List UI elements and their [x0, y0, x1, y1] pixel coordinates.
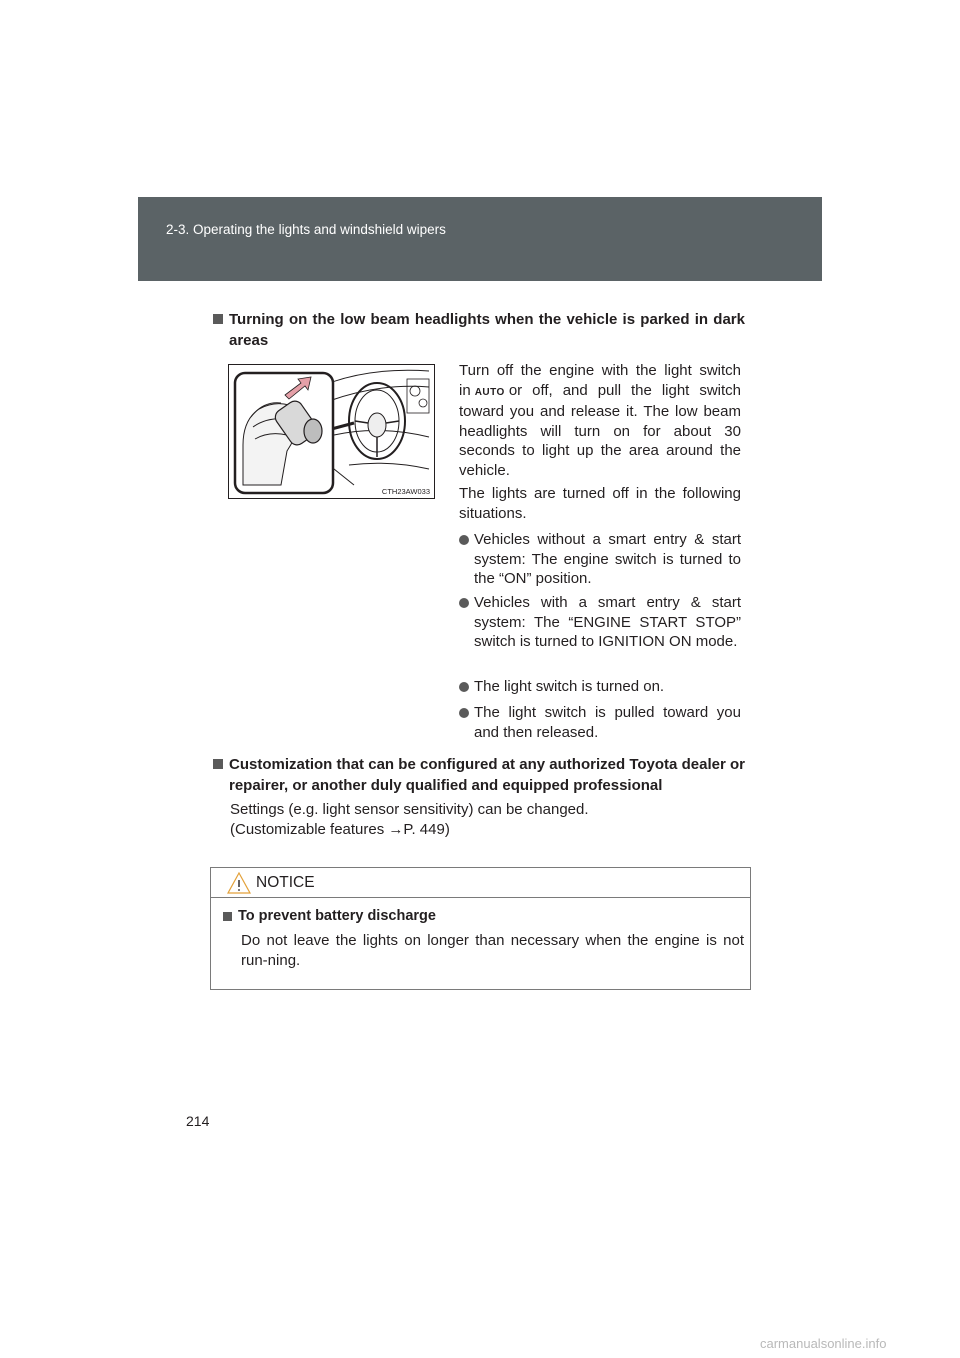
list-item: The light switch is pulled toward you and then released. [459, 703, 741, 742]
round-bullet-icon [459, 535, 469, 545]
notice-header [211, 868, 750, 898]
round-bullet-icon [459, 598, 469, 608]
list-item: Vehicles with a smart entry & start system: The “ENGINE START STOP” switch is turned to IGNITION ON mode. [459, 593, 741, 652]
header-band [138, 197, 822, 281]
light-switch-illustration [228, 364, 435, 499]
figure-code: CTH23AW033 [381, 487, 430, 496]
section-title: 2-3. Operating the lights and windshield wipers [166, 222, 446, 237]
hand-pulling-switch-illustration [229, 365, 434, 498]
square-bullet-icon [223, 912, 232, 921]
customization-line-2: (Customizable features →P. 449) [230, 821, 450, 838]
heading-customization: Customization that can be configured at any authorized Toyota dealer or repairer, or another duly qualified and equipped professional [213, 754, 745, 796]
warning-triangle-icon [227, 872, 251, 894]
notice-subheading: To prevent battery discharge [223, 908, 436, 924]
page-number: 214 [186, 1113, 210, 1129]
square-bullet-icon [213, 759, 223, 769]
customization-line-1: Settings (e.g. light sensor sensitivity) can be changed. [230, 801, 589, 818]
heading-low-beam: Turning on the low beam headlights when the vehicle is parked in dark areas [213, 309, 745, 351]
round-bullet-icon [459, 682, 469, 692]
auto-position-label: AUTO [474, 386, 505, 398]
list-item: The light switch is turned on. [459, 677, 741, 697]
round-bullet-icon [459, 708, 469, 718]
watermark: carmanualsonline.info [760, 1336, 887, 1351]
list-item: Vehicles without a smart entry & start system: The engine switch is turned to the “ON” position. [459, 530, 741, 589]
square-bullet-icon [213, 314, 223, 324]
notice-box [210, 867, 751, 990]
situations-paragraph: The lights are turned off in the following situations. [459, 485, 741, 522]
notice-label: NOTICE [256, 874, 315, 891]
notice-text: Do not leave the lights on longer than necessary when the engine is not run-ning. [241, 932, 744, 969]
instruction-paragraph: Turn off the engine with the light switch in AUTO or off, and pull the light switch toward you and release it. The low beam headlights will turn on for about 30 seconds to light up the area around the vehicle. [459, 362, 741, 479]
